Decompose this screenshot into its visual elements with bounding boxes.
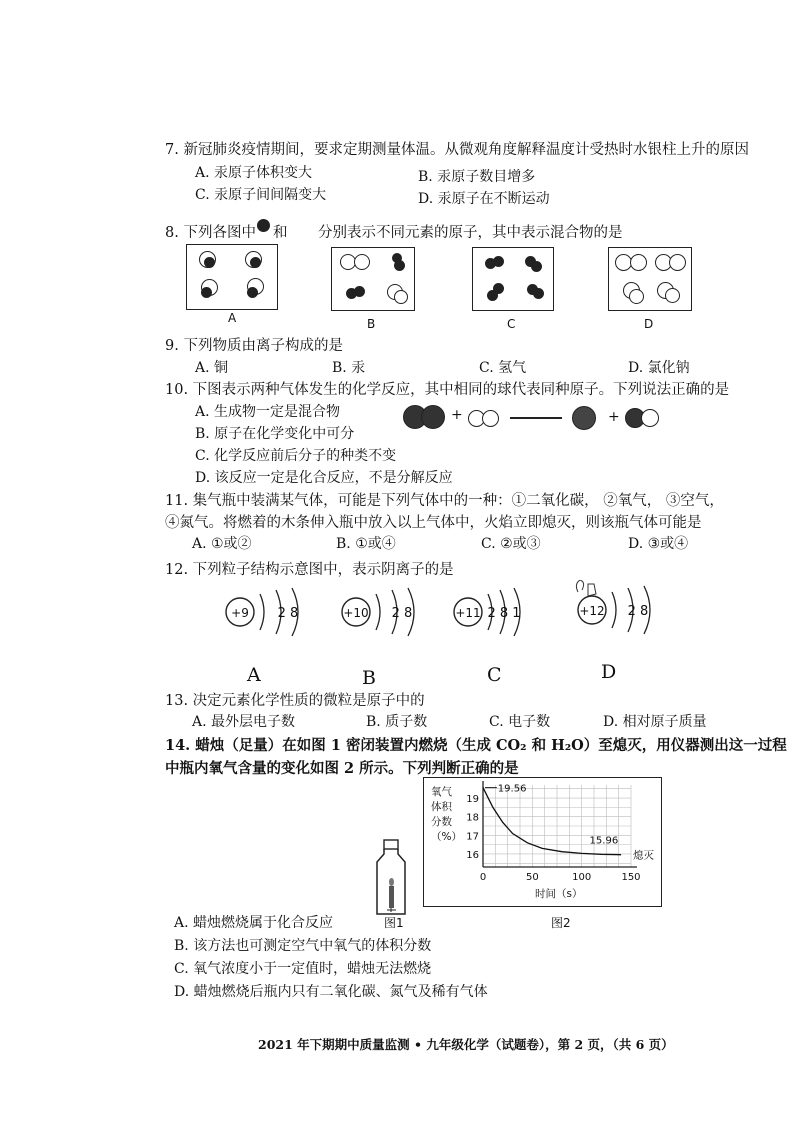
candle-bottle-figure xyxy=(372,838,412,918)
y-tick-label: 16 xyxy=(466,849,479,861)
y-tick-label: 19 xyxy=(466,794,479,806)
q9-option-c: C. 氢气 xyxy=(479,360,527,376)
y-tick-label: 17 xyxy=(466,831,479,843)
q9-option-b: B. 汞 xyxy=(332,360,366,376)
y-axis-label: （%） xyxy=(431,831,462,843)
oxygen-chart xyxy=(423,777,662,907)
q11-option-b: B. ①或④ xyxy=(336,536,396,552)
q12-label-c: C xyxy=(487,664,502,686)
x-tick-label: 50 xyxy=(525,872,539,883)
q8-box-d xyxy=(608,247,692,311)
start-value-label: 19.56 xyxy=(497,783,527,795)
q11-option-c: C. ②或③ xyxy=(481,536,541,552)
q7-option-d: D. 汞原子在不断运动 xyxy=(418,191,550,207)
fig2-caption: 图2 xyxy=(551,916,571,930)
q14-option-b: B. 该方法也可测定空气中氧气的体积分数 xyxy=(174,938,432,954)
q8-label-c: C xyxy=(507,317,516,331)
x-tick-label: 0 xyxy=(479,872,487,883)
q13-stem: 13. 决定元素化学性质的微粒是原子中的 xyxy=(165,693,425,709)
q10-option-b: B. 原子在化学变化中可分 xyxy=(195,426,355,442)
y-axis-label: 分数 xyxy=(431,816,452,828)
q10-option-c: C. 化学反应前后分子的种类不变 xyxy=(195,448,397,464)
q8-stem-part2: 和 xyxy=(273,225,288,241)
page-footer: 2021 年下期期中质量监测 • 九年级化学（试题卷），第 2 页，（共 6 页） xyxy=(258,1037,674,1052)
extinguish-label: 熄灭 xyxy=(633,849,654,862)
q8-stem-part1: 8. 下列各图中 xyxy=(165,225,256,241)
q8-label-b: B xyxy=(367,317,376,331)
atom-d-nucleus: +12 xyxy=(579,604,605,618)
q8-label-a: A xyxy=(228,311,237,325)
q7-option-c: C. 汞原子间间隔变大 xyxy=(195,187,327,203)
q13-option-a: A. 最外层电子数 xyxy=(192,714,296,730)
q8-box-a xyxy=(186,244,278,310)
y-axis-label: 体积 xyxy=(431,801,452,813)
q8-box-b xyxy=(331,247,415,311)
q11-stem-line1: 11. 集气瓶中装满某气体，可能是下列气体中的一种：①二氧化碳， ②氧气， ③空气， xyxy=(165,493,724,509)
q8-box-c xyxy=(472,247,554,311)
x-axis-label: 时间（s） xyxy=(535,888,583,900)
q14-option-d: D. 蜡烛燃烧后瓶内只有二氧化碳、氮气及稀有气体 xyxy=(174,984,488,1000)
q9-option-d: D. 氯化钠 xyxy=(628,360,690,376)
q14-stem-line2: 中瓶内氧气含量的变化如图 2 所示。下列判断正确的是 xyxy=(165,760,519,777)
y-axis-label: 氧气 xyxy=(431,786,452,798)
atom-c-shells: 2 8 1 xyxy=(487,606,521,621)
y-tick-label: 18 xyxy=(466,812,479,824)
q7-stem: 7. 新冠肺炎疫情期间，要求定期测量体温。从微观角度解释温度计受热时水银柱上升的原因 xyxy=(165,142,749,158)
atom-c xyxy=(454,588,521,636)
end-value-label: 15.96 xyxy=(589,835,619,847)
atom-b-shells: 2 8 xyxy=(391,606,413,621)
q9-option-a: A. 铜 xyxy=(195,360,229,376)
q11-option-d: D. ③或④ xyxy=(628,536,689,552)
q11-stem-line2: ④氮气。将燃着的木条伸入瓶中放入以上气体中，火焰立即熄灭，则该瓶气体可能是 xyxy=(165,515,702,531)
q11-option-a: A. ①或② xyxy=(192,536,252,552)
reaction-line xyxy=(510,417,562,419)
atom-b xyxy=(342,588,414,636)
atom-structure-diagrams xyxy=(210,580,690,690)
plus-sign-2: + xyxy=(608,409,620,425)
atom-a xyxy=(226,588,298,636)
q14-stem-line1: 14. 蜡烛（足量）在如图 1 密闭装置内燃烧（生成 CO₂ 和 H₂O）至熄灭，用仪器测出这一过程 xyxy=(165,737,787,754)
x-tick-label: 100 xyxy=(572,872,592,883)
q12-stem: 12. 下列粒子结构示意图中，表示阴离子的是 xyxy=(165,562,454,578)
atom-d xyxy=(576,580,650,634)
q10-stem: 10. 下图表示两种气体发生的化学反应，其中相同的球代表同种原子。下列说法正确的是 xyxy=(165,382,730,398)
atom-c-nucleus: +11 xyxy=(455,606,481,620)
q12-label-b: B xyxy=(362,667,376,689)
atom-d-shells: 2 8 xyxy=(627,604,649,619)
q8-stem-part3: 分别表示不同元素的原子，其中表示混合物的是 xyxy=(318,225,623,241)
dark-atom-icon xyxy=(257,219,270,232)
q13-option-c: C. 电子数 xyxy=(489,714,551,730)
q10-option-a: A. 生成物一定是混合物 xyxy=(195,404,341,420)
q14-option-a: A. 蜡烛燃烧属于化合反应 xyxy=(174,915,334,931)
atom-b-nucleus: +10 xyxy=(343,606,369,620)
q8-label-d: D xyxy=(644,317,654,331)
atom-a-shells: 2 8 xyxy=(277,606,299,621)
q13-option-b: B. 质子数 xyxy=(366,714,428,730)
q10-option-d: D. 该反应一定是化合反应，不是分解反应 xyxy=(195,470,453,486)
q7-option-a: A. 汞原子体积变大 xyxy=(195,165,313,181)
q7-option-b: B. 汞原子数目增多 xyxy=(418,169,536,185)
q12-label-a: A xyxy=(247,664,261,686)
q9-stem: 9. 下列物质由离子构成的是 xyxy=(165,338,343,354)
q12-label-d: D xyxy=(601,661,617,683)
plus-sign-1: + xyxy=(451,407,463,423)
fig1-caption: 图1 xyxy=(384,916,404,930)
atom-a-nucleus: +9 xyxy=(231,606,249,620)
q14-option-c: C. 氧气浓度小于一定值时，蜡烛无法燃烧 xyxy=(174,961,432,977)
x-tick-label: 150 xyxy=(621,872,641,883)
q13-option-d: D. 相对原子质量 xyxy=(603,714,707,730)
